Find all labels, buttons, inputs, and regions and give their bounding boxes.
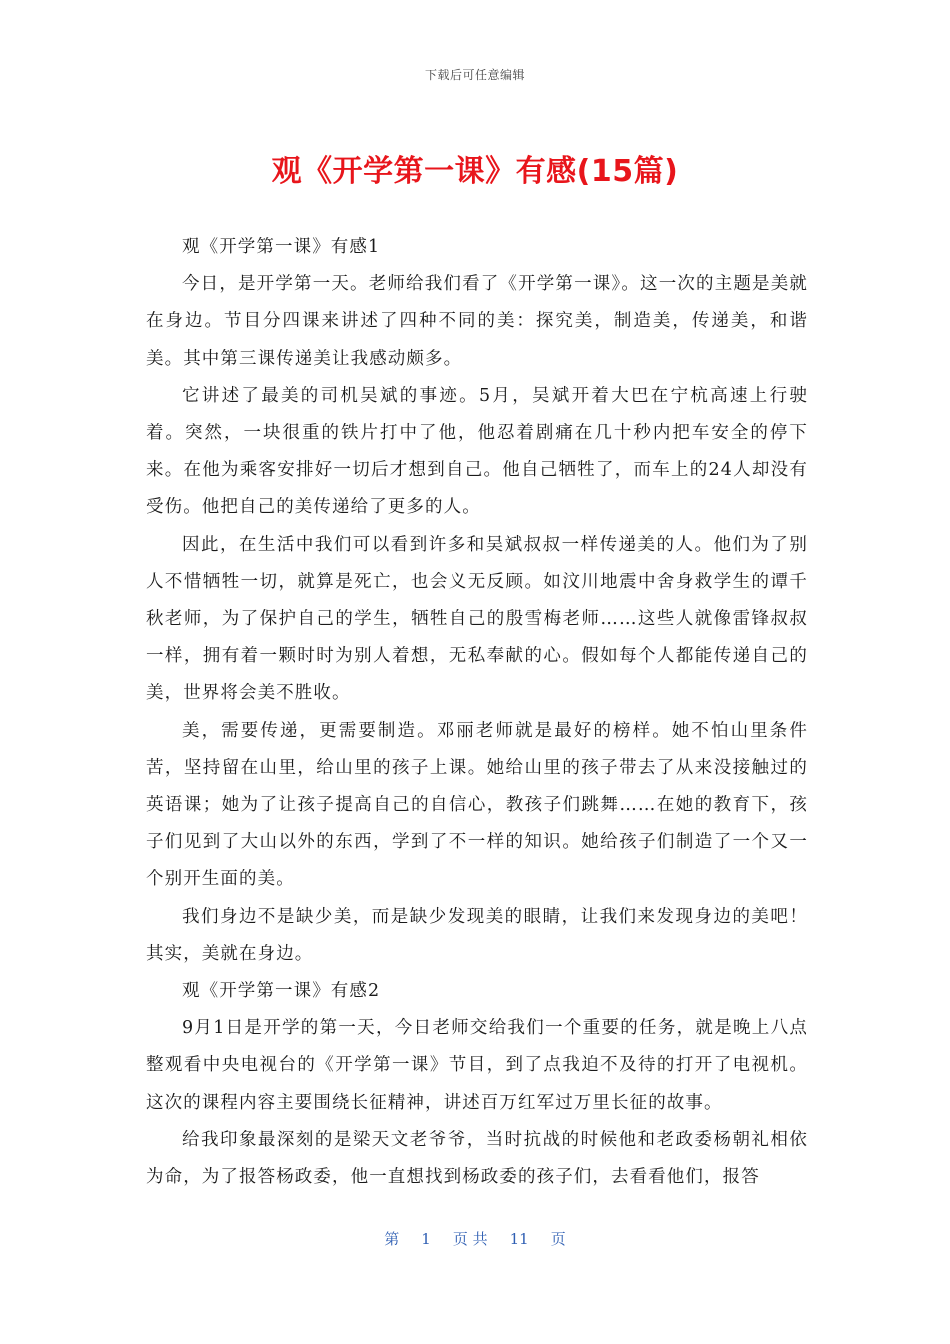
footer-page-number: 1 <box>421 1230 431 1248</box>
paragraph: 美，需要传递，更需要制造。邓丽老师就是最好的榜样。她不怕山里条件苦，坚持留在山里，给山里的孩子上课。她给山里的孩子带去了从来没接触过的英语课；她为了让孩子提高自己的自信心，教孩子们跳舞……在她的教育下，孩子们见到了大山以外的东西，学到了不一样的知识。她给孩子们制造了一个又一个别开生面的美。 <box>146 720 808 890</box>
header-note: 下载后可任意编辑 <box>424 68 525 82</box>
document-body <box>146 229 808 1196</box>
document-title: 观《开学第一课》有感(15篇) <box>271 154 679 189</box>
footer-page-prefix: 第 <box>384 1230 400 1248</box>
paragraph: 我们身边不是缺少美，而是缺少发现美的眼睛，让我们来发现身边的美吧！其实，美就在身边。 <box>146 906 808 964</box>
paragraph: 今日，是开学第一天。老师给我们看了《开学第一课》。这一次的主题是美就在身边。节目分四课来讲述了四种不同的美：探究美，制造美，传递美，和谐美。其中第三课传递美让我感动颇多。 <box>146 274 808 369</box>
section-heading-1: 观《开学第一课》有感1 <box>182 237 381 257</box>
paragraph: 因此，在生活中我们可以看到许多和吴斌叔叔一样传递美的人。他们为了别人不惜牺牲一切，就算是死亡，也会义无反顾。如汶川地震中舍身救学生的谭千秋老师，为了保护自己的学生，牺牲自己的殷雪梅老师……这些人就像雷锋叔叔一样，拥有着一颗时时为别人着想，无私奉献的心。假如每个人都能传递自己的美，世界将会美不胜收。 <box>146 534 808 704</box>
section-heading-2: 观《开学第一课》有感2 <box>182 981 381 1002</box>
paragraph: 9月1日是开学的第一天，今日老师交给我们一个重要的任务，就是晚上八点整观看中央电视台的《开学第一课》节目，到了点我迫不及待的打开了电视机。这次的课程内容主要围绕长征精神，讲述百万红军过万里长征的故事。 <box>146 1018 808 1113</box>
page-footer <box>0 1228 950 1249</box>
paragraph: 它讲述了最美的司机吴斌的事迹。5月，吴斌开着大巴在宁杭高速上行驶着。突然，一块很重的铁片打中了他，他忍着剧痛在几十秒内把车安全的停下来。在他为乘客安排好一切后才想到自己。他自己牺牲了，而车上的24人却没有受伤。他把自己的美传递给了更多的人。 <box>146 385 808 518</box>
paragraph: 给我印象最深刻的是梁天文老爷爷，当时抗战的时候他和老政委杨朝礼相依为命，为了报答杨政委，他一直想找到杨政委的孩子们，去看看他们，报答 <box>146 1129 808 1188</box>
footer-page-suffix: 页 <box>550 1230 566 1248</box>
footer-page-total: 11 <box>509 1230 529 1248</box>
footer-page-middle: 页 共 <box>452 1230 488 1248</box>
